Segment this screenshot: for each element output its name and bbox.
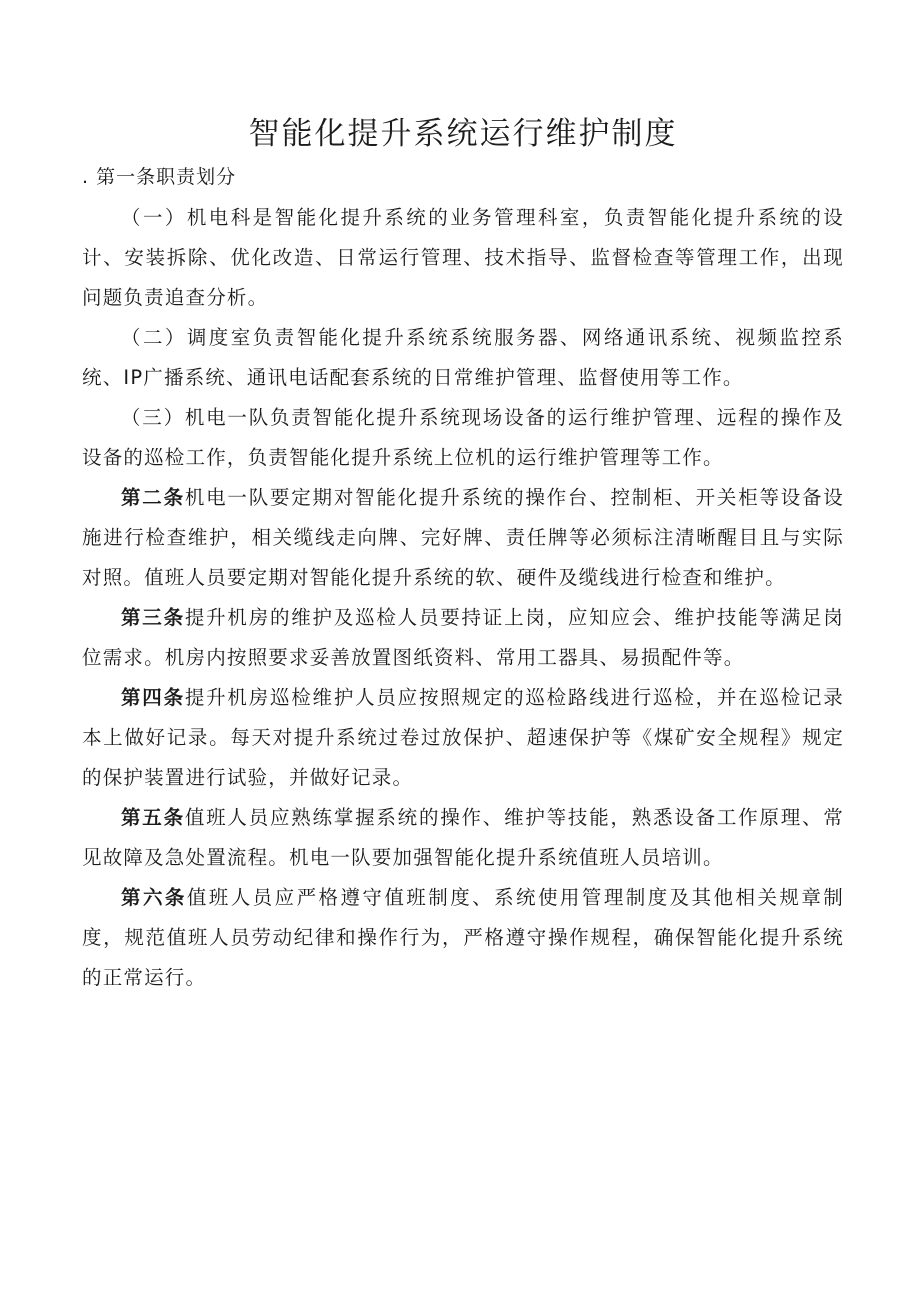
article-label: 第六条 (121, 886, 187, 909)
paragraph-text: （一）机电科是智能化提升系统的业务管理科室，负责智能化提升系统的设计、安装拆除、优化改造、日常运行管理、技术指导、监督检查等管理工作，出现问题负责追查分析。 (82, 206, 844, 309)
paragraph-text: 提升机房巡检维护人员应按照规定的巡检路线进行巡检，并在巡检记录本上做好记录。每天对提升系统过卷过放保护、超速保护等《煤矿安全规程》规定的保护装置进行试验，并做好记录。 (82, 686, 845, 789)
paragraph-text: （二）调度室负责智能化提升系统系统服务器、网络通讯系统、视频监控系统、IP广播系统、通讯电话配套系统的日常维护管理、监督使用等工作。 (82, 326, 844, 389)
article-label: 第五条 (121, 806, 185, 829)
paragraph-text: （三）机电一队负责智能化提升系统现场设备的运行维护管理、远程的操作及设备的巡检工作，负责智能化提升系统上位机的运行维护管理等工作。 (82, 406, 844, 469)
paragraph-text: 机电一队要定期对智能化提升系统的操作台、控制柜、开关柜等设备设施进行检查维护，相关缆线走向牌、完好牌、责任牌等必须标注清晰醒目且与实际对照。值班人员要定期对智能化提升系统的软、硬件及缆线进行检查和维护。 (82, 486, 845, 589)
article-2 (82, 478, 844, 598)
document-title: 智能化提升系统运行维护制度 (248, 116, 678, 152)
paragraph-1 (82, 198, 844, 318)
article-label: 第三条 (121, 606, 185, 629)
paragraph-text: 提升机房的维护及巡检人员要持证上岗，应知应会、维护技能等满足岗位需求。机房内按照要求妥善放置图纸资料、常用工器具、易损配件等。 (82, 606, 845, 669)
article-4 (82, 678, 844, 798)
paragraph-3 (82, 398, 844, 478)
article-3 (82, 598, 844, 678)
section-heading: . 第一条职责划分 (82, 166, 237, 188)
article-6 (82, 878, 844, 998)
paragraph-text: 值班人员应严格遵守值班制度、系统使用管理制度及其他相关规章制度，规范值班人员劳动纪律和操作行为，严格遵守操作规程，确保智能化提升系统的正常运行。 (82, 886, 844, 989)
paragraph-text: 值班人员应熟练掌握系统的操作、维护等技能，熟悉设备工作原理、常见故障及急处置流程。机电一队要加强智能化提升系统值班人员培训。 (82, 806, 845, 869)
paragraph-2 (82, 318, 844, 398)
article-label: 第二条 (121, 486, 185, 509)
article-5 (82, 798, 844, 878)
article-label: 第四条 (121, 686, 185, 709)
document-page (82, 112, 844, 998)
